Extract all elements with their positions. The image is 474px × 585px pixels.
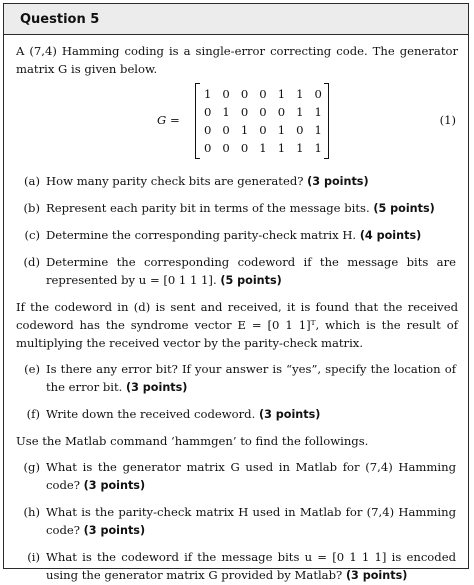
sub-question-body: What is the generator matrix G used in Matlab for (7,4) Hamming code?	[46, 460, 456, 492]
matrix-cell: 0	[240, 87, 249, 101]
question-header	[4, 4, 468, 35]
matrix-cell: 1	[259, 141, 267, 155]
sub-question-label: (i)	[27, 550, 40, 564]
sub-question-body: Write down the received codeword.	[46, 407, 256, 421]
matrix-cell: 0	[259, 87, 267, 101]
matrix-row	[204, 139, 322, 157]
sub-question	[16, 226, 458, 245]
sub-question	[16, 199, 458, 218]
points-label: (3 points)	[83, 524, 146, 537]
sub-question	[16, 172, 458, 191]
matrix-cell: 0	[277, 105, 286, 119]
matrix-row	[204, 121, 322, 139]
matrix-cell: 0	[259, 123, 267, 137]
sub-question-body: Determine the corresponding parity-check matrix H.	[46, 228, 357, 242]
matrix-cell: 1	[277, 123, 286, 137]
sub-question-body: Determine the corresponding codeword if the message bits are represented by u = [0 1 1 1].	[46, 255, 456, 287]
sub-question-text	[46, 503, 458, 540]
generator-matrix-equation	[16, 82, 458, 164]
sub-question-text	[46, 548, 458, 585]
matrix-cell: 0	[204, 141, 212, 155]
sub-question-label: (b)	[23, 201, 40, 215]
matrix-row	[204, 85, 322, 103]
matrix-cell: 0	[240, 105, 249, 119]
matrix-cell: 0	[222, 123, 230, 137]
sub-question-label: (g)	[23, 460, 40, 474]
sub-question-text	[46, 360, 458, 397]
sub-question-body: Is there any error bit? If your answer is “yes”, specify the location of the error bit.	[46, 362, 456, 394]
sub-questions-g-i	[16, 458, 458, 585]
sub-question-label: (h)	[23, 505, 40, 519]
matrix-cell: 0	[296, 123, 304, 137]
matrix-cell: 0	[314, 87, 322, 101]
matrix-cell: 1	[204, 87, 212, 101]
matrix-row	[204, 103, 322, 121]
sub-question-text	[46, 405, 458, 424]
sub-question	[16, 548, 458, 585]
points-label: (3 points)	[258, 408, 321, 421]
points-label: (3 points)	[307, 175, 369, 188]
syndrome-paragraph: If the codeword in (d) is sent and received, it is found that the received codeword has the syndrome vector E = [0 1 1]ᵀ, which is the result of multiplying the received vector by the parity-check matrix.	[16, 300, 458, 350]
points-label: (3 points)	[126, 381, 188, 394]
matrix-cell: 1	[296, 141, 304, 155]
sub-question	[16, 405, 458, 424]
matrix-cell: 0	[204, 105, 212, 119]
sub-question-label: (c)	[24, 228, 40, 242]
sub-question	[16, 458, 458, 495]
equation-number: (1)	[439, 113, 456, 127]
sub-question	[16, 503, 458, 540]
sub-questions-a-d	[16, 172, 458, 290]
question-body	[4, 35, 468, 585]
matrix-cell: 1	[240, 123, 249, 137]
matlab-paragraph: Use the Matlab command ‘hammgen’ to find the followings.	[16, 434, 369, 448]
matrix-cell: 0	[204, 123, 212, 137]
sub-question-body: What is the codeword if the message bits u = [0 1 1 1] is encoded using the generator matrix G provided by Matlab?	[46, 550, 456, 582]
matrix-cell: 1	[277, 87, 286, 101]
equation-lhs: G =	[157, 113, 180, 127]
sub-question-label: (a)	[24, 174, 40, 188]
sub-question	[16, 360, 458, 397]
sub-question-label: (e)	[24, 362, 40, 376]
matrix-cell: 0	[240, 141, 249, 155]
matrix-cell: 0	[222, 141, 230, 155]
intro-paragraph: A (7,4) Hamming coding is a single-error correcting code. The generator matrix G is given below.	[16, 44, 458, 76]
sub-question-text	[46, 458, 458, 495]
sub-question-text	[46, 199, 458, 218]
sub-question-text	[46, 172, 458, 191]
question-title: Question 5	[20, 11, 100, 27]
matrix-cell: 1	[314, 141, 322, 155]
matrix-cell: 1	[277, 141, 286, 155]
points-label: (4 points)	[359, 229, 422, 242]
sub-question-body: What is the parity-check matrix H used in Matlab for (7,4) Hamming code?	[46, 505, 456, 537]
sub-question	[16, 253, 458, 290]
points-label: (5 points)	[373, 202, 435, 215]
question-card	[3, 3, 469, 582]
sub-question-text	[46, 226, 458, 245]
sub-question-body: How many parity check bits are generated?	[46, 174, 304, 188]
points-label: (3 points)	[83, 479, 146, 492]
sub-question-body: Represent each parity bit in terms of the message bits.	[46, 201, 370, 215]
generator-matrix	[195, 84, 329, 158]
sub-question-label: (d)	[23, 255, 40, 269]
points-label: (5 points)	[220, 274, 282, 287]
matrix-cell: 1	[222, 105, 230, 119]
sub-questions-e-f	[16, 360, 458, 424]
matrix-cell: 1	[296, 87, 304, 101]
matrix-cell: 1	[314, 105, 322, 119]
sub-question-label: (f)	[26, 407, 40, 421]
matrix-cell: 1	[314, 123, 322, 137]
sub-question-text	[46, 253, 458, 290]
matrix-cell: 1	[296, 105, 304, 119]
matrix-cell: 0	[259, 105, 267, 119]
matrix-cell: 0	[222, 87, 230, 101]
points-label: (3 points)	[345, 569, 408, 582]
